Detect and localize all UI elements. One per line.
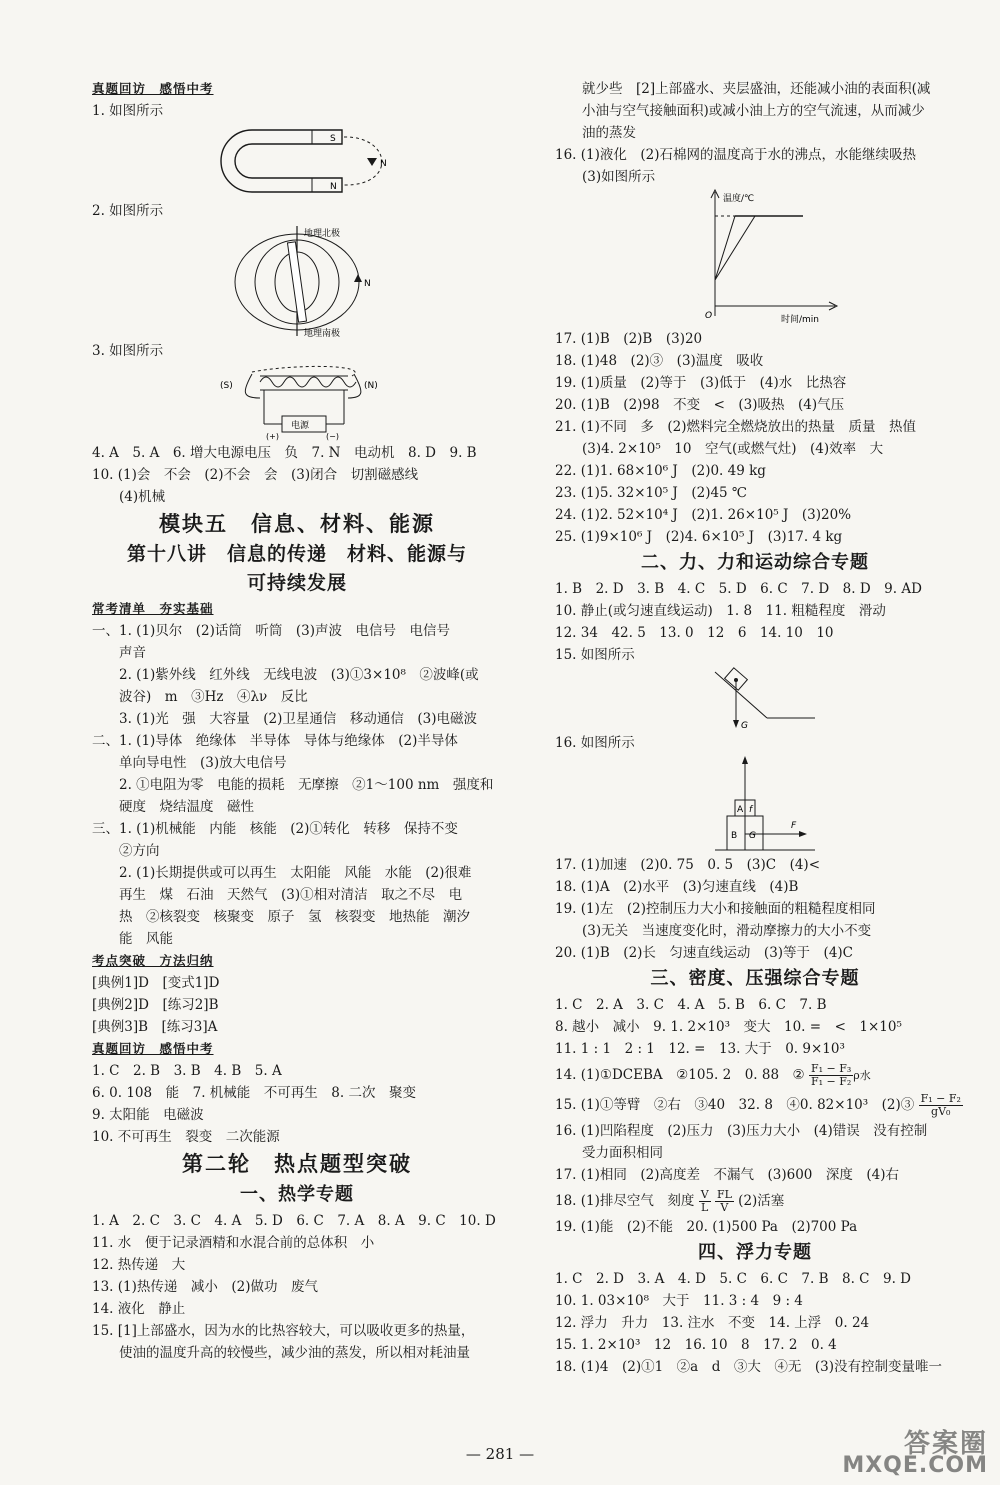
answer-line: 16. (1)凹陷程度 (2)压力 (3)压力大小 (4)错误 没有控制 — [555, 1123, 928, 1139]
answer-line — [555, 1090, 961, 1120]
answer-line: 油的蒸发 — [582, 125, 636, 141]
answer-line: 15. 如图所示 — [555, 647, 635, 663]
answer-line: 19. (1)能 (2)不能 20. (1)500 Pa (2)700 Pa — [555, 1219, 858, 1235]
answer-line: 12. 浮力 升力 13. 注水 不变 14. 上浮 0. 24 — [555, 1315, 870, 1331]
answer-line: 三、1. (1)机械能 内能 核能 (2)①转化 转移 保持不变 — [92, 821, 458, 837]
answer-line: 20. (1)B (2)98 不变 < (3)吸热 (4)气压 — [555, 397, 845, 413]
answer-line: 2. ①电阻为零 电能的损耗 无摩擦 ②1～100 nm 强度和 — [119, 777, 494, 793]
answer-line: (3)无关 当速度变化时，滑动摩擦力的大小不变 — [582, 923, 872, 939]
incline-figure — [555, 666, 955, 732]
pole-label: (N) — [364, 381, 378, 391]
answer-line: 15. [1]上部盛水，因为水的比热容较大，可以吸收更多的热量， — [92, 1323, 475, 1339]
geo-north-label: 地理北极 — [304, 229, 341, 239]
fraction-denominator: gV₀ — [931, 1105, 951, 1118]
watermark-url: MXQE.COM — [842, 1453, 988, 1478]
fraction — [919, 1093, 963, 1118]
answer-line: 使油的温度升高的较慢些，减少油的蒸发，所以相对耗油量 — [119, 1345, 470, 1361]
geo-south-label: 地理南极 — [304, 329, 341, 339]
answer-text: 18. (1)排尽空气 刻度 — [555, 1193, 695, 1209]
answer-line: 受力面积相同 — [582, 1145, 663, 1161]
fraction-numerator: F₁ − F₂ — [920, 1092, 961, 1105]
answer-line: 硬度 烧结温度 磁性 — [119, 799, 254, 815]
answer-line: 20. (1)B (2)长 匀速直线运动 (3)等于 (4)C — [555, 945, 854, 961]
answer-line: 15. 1. 2×10³ 12 16. 10 8 17. 2 0. 4 — [555, 1337, 837, 1353]
answer-line: 2. (1)紫外线 红外线 无线电波 (3)①3×10⁸ ②波峰(或 — [119, 667, 479, 683]
answer-line: 18. (1)48 (2)③ (3)温度 吸收 — [555, 353, 764, 369]
answer-line: 单向导电性 (3)放大电信号 — [119, 755, 287, 771]
fraction — [809, 1063, 853, 1088]
round-title: 第二轮 热点题型突破 — [182, 1152, 412, 1176]
answer-line: 19. (1)左 (2)控制压力大小和接触面的粗糙程度相同 — [555, 901, 876, 917]
answer-line: [典例2]D [练习2]B — [92, 997, 219, 1013]
power-label: 电源 — [291, 421, 310, 431]
section-heading: 考点突破 方法归纳 — [92, 953, 214, 968]
answer-line: 声音 — [119, 645, 146, 661]
fraction — [715, 1189, 734, 1214]
compass-label: N — [380, 159, 387, 169]
force-label: F — [791, 821, 797, 831]
solenoid-diagram — [92, 362, 502, 442]
fraction-denominator: F₁ − F₂ — [810, 1075, 852, 1088]
friction-label: f — [749, 805, 753, 815]
fraction-denominator: V — [720, 1201, 729, 1214]
answer-line: 1. C 2. A 3. C 4. A 5. B 6. C 7. B — [555, 997, 827, 1013]
pole-label: S — [330, 134, 336, 144]
answer-line: 能 风能 — [119, 931, 173, 947]
answer-line: 2. 如图所示 — [92, 203, 164, 219]
earth-magnetic-field-figure — [92, 222, 502, 340]
terminal-label: (+) — [266, 432, 279, 441]
answer-line — [555, 1186, 955, 1216]
answer-line: 8. 越小 减小 9. 1. 2×10³ 变大 10. = < 1×10⁵ — [555, 1019, 902, 1035]
x-axis-label: 时间/min — [781, 315, 820, 325]
topic-title: 四、浮力专题 — [698, 1242, 812, 1263]
topic-title: 一、热学专题 — [240, 1184, 354, 1205]
answer-line: 1. B 2. D 3. B 4. C 5. D 6. C 7. D 8. D 9. AD — [555, 581, 922, 597]
compass-label: N — [364, 279, 371, 289]
answer-line: 14. 液化 静止 — [92, 1301, 186, 1317]
answer-line: 再生 煤 石油 天然气 (3)①相对清洁 取之不尽 电 — [119, 887, 463, 903]
answer-text: 14. (1)①DCEBA ②105. 2 0. 88 ② — [555, 1067, 805, 1083]
lecture-title: 第十八讲 信息的传递 材料、能源与 — [126, 543, 467, 565]
answer-line: 17. (1)相同 (2)高度差 不漏气 (3)600 深度 (4)右 — [555, 1167, 900, 1183]
solenoid-figure — [92, 362, 502, 442]
terminal-label: (−) — [326, 432, 339, 441]
pole-label: N — [330, 182, 337, 192]
answer-line: 1. 如图所示 — [92, 103, 164, 119]
answer-line: 11. 1 : 1 2 : 1 12. = 13. 大于 0. 9×10³ — [555, 1041, 845, 1057]
right-column — [555, 78, 961, 1378]
answer-line: 12. 热传递 大 — [92, 1257, 186, 1273]
left-column — [92, 78, 502, 1364]
answer-line: 17. (1)加速 (2)0. 75 0. 5 (3)C (4)< — [555, 857, 821, 873]
section-heading: 真题回访 感悟中考 — [92, 81, 214, 96]
answer-line: 11. 水 便于记录酒精和水混合前的总体积 小 — [92, 1235, 375, 1251]
topic-title: 二、力、力和运动综合专题 — [641, 552, 869, 573]
answer-line: 1. A 2. C 3. C 4. A 5. D 6. C 7. A 8. A 9. C 10. D — [92, 1213, 496, 1229]
horseshoe-magnet-diagram — [92, 122, 502, 200]
block-label: B — [731, 831, 738, 841]
earth-field-diagram — [92, 222, 502, 340]
answer-line: 波谷) m ③Hz ④λν 反比 — [119, 689, 308, 705]
answer-line: 13. (1)热传递 减小 (2)做功 废气 — [92, 1279, 319, 1295]
answer-line: 24. (1)2. 52×10⁴ J (2)1. 26×10⁵ J (3)20% — [555, 507, 852, 523]
answer-line: 10. 静止(或匀速直线运动) 1. 8 11. 粗糙程度 滑动 — [555, 603, 886, 619]
answer-line: 16. 如图所示 — [555, 735, 635, 751]
y-axis-label: 温度/℃ — [723, 194, 755, 204]
fraction-numerator: V — [700, 1188, 709, 1201]
fraction-numerator: FL — [716, 1188, 732, 1201]
answer-line: 一、1. (1)贝尔 (2)话筒 听筒 (3)声波 电信号 电信号 — [92, 623, 451, 639]
answer-line: 19. (1)质量 (2)等于 (3)低于 (4)水 比热容 — [555, 375, 847, 391]
horseshoe-magnet-figure — [92, 122, 502, 200]
answer-line: 17. (1)B (2)B (3)20 — [555, 331, 703, 347]
lecture-title: 可持续发展 — [246, 572, 347, 594]
answer-line: (4)机械 — [119, 489, 166, 505]
fraction-denominator: L — [701, 1201, 709, 1214]
answer-line: [典例3]B [练习3]A — [92, 1019, 218, 1035]
answer-line: 4. A 5. A 6. 增大电源电压 负 7. N 电动机 8. D 9. B — [92, 445, 477, 461]
answer-line: 23. (1)5. 32×10⁵ J (2)45 ℃ — [555, 485, 748, 501]
block-label: A — [737, 805, 744, 815]
answer-text: 15. (1)①等臂 ②右 ③40 32. 8 ④0. 82×10³ (2)③ — [555, 1097, 915, 1113]
temperature-graph-figure — [555, 188, 955, 328]
answer-line: (3)如图所示 — [582, 169, 656, 185]
fraction-numerator: F₁ − F₃ — [810, 1062, 852, 1075]
gravity-label: G — [749, 831, 756, 841]
stacked-blocks-figure — [555, 754, 955, 854]
gravity-label: G — [741, 721, 748, 731]
answer-line: 小油与空气接触面积)或减小油上方的空气流速，从而减少 — [582, 103, 925, 119]
module-title: 模块五 信息、材料、能源 — [159, 512, 435, 536]
fraction — [699, 1189, 711, 1214]
answer-line: 1. C 2. B 3. B 4. B 5. A — [92, 1063, 282, 1079]
answer-line: 9. 太阳能 电磁波 — [92, 1107, 204, 1123]
answer-line: 25. (1)9×10⁶ J (2)4. 6×10⁵ J (3)17. 4 kg — [555, 529, 843, 545]
answer-line: 18. (1)4 (2)①1 ②a d ③大 ④无 (3)没有控制变量唯一 — [555, 1359, 942, 1375]
watermark — [842, 1429, 988, 1478]
answer-line: 10. 1. 03×10⁸ 大于 11. 3 : 4 9 : 4 — [555, 1293, 803, 1309]
answer-line: 12. 34 42. 5 13. 0 12 6 14. 10 10 — [555, 625, 834, 641]
answer-line: 6. 0. 108 能 7. 机械能 不可再生 8. 二次 聚变 — [92, 1085, 416, 1101]
answer-line: (3)4. 2×10⁵ 10 空气(或燃气灶) (4)效率 大 — [582, 441, 884, 457]
topic-title: 三、密度、压强综合专题 — [650, 968, 860, 989]
page-number: — 281 — — [465, 1445, 535, 1463]
section-heading: 真题回访 感悟中考 — [92, 1041, 214, 1056]
answer-line: 10. 不可再生 裂变 二次能源 — [92, 1129, 280, 1145]
answer-line: 3. 如图所示 — [92, 343, 164, 359]
answer-line: ②方向 — [119, 843, 160, 859]
answer-line — [555, 1060, 955, 1090]
pole-label: (S) — [220, 381, 233, 391]
answer-line: 18. (1)A (2)水平 (3)匀速直线 (4)B — [555, 879, 799, 895]
answer-line: 二、1. (1)导体 绝缘体 半导体 导体与绝缘体 (2)半导体 — [92, 733, 458, 749]
answer-line: 22. (1)1. 68×10⁶ J (2)0. 49 kg — [555, 463, 766, 479]
watermark-text: 答案圈 — [903, 1429, 988, 1459]
answer-line: 就少些 [2]上部盛水、夹层盛油，还能减小油的表面积(减 — [582, 81, 931, 97]
answer-line: 2. (1)长期提供或可以再生 太阳能 风能 水能 (2)很难 — [119, 865, 472, 881]
answer-text: (2)活塞 — [738, 1193, 785, 1209]
answer-line: 1. C 2. D 3. A 4. D 5. C 6. C 7. B 8. C 9. D — [555, 1271, 912, 1287]
answer-line: 21. (1)不同 多 (2)燃料完全燃烧放出的热量 质量 热值 — [555, 419, 917, 435]
answer-line: [典例1]D [变式1]D — [92, 975, 220, 991]
answer-line: 热 ②核裂变 核聚变 原子 氢 核裂变 地热能 潮汐 — [119, 909, 470, 925]
answer-line: 10. (1)会 不会 (2)不会 会 (3)闭合 切割磁感线 — [92, 467, 419, 483]
section-heading: 常考清单 夯实基础 — [92, 601, 214, 616]
temperature-time-graph — [555, 188, 955, 328]
answer-line: 16. (1)液化 (2)石棉网的温度高于水的沸点，水能继续吸热 — [555, 147, 917, 163]
stacked-blocks-diagram — [555, 754, 955, 854]
answer-line: 3. (1)光 强 大容量 (2)卫星通信 移动通信 (3)电磁波 — [119, 711, 478, 727]
fraction-suffix: ρ水 — [853, 1069, 871, 1082]
origin-label: O — [705, 311, 713, 321]
incline-block-diagram — [555, 666, 955, 732]
